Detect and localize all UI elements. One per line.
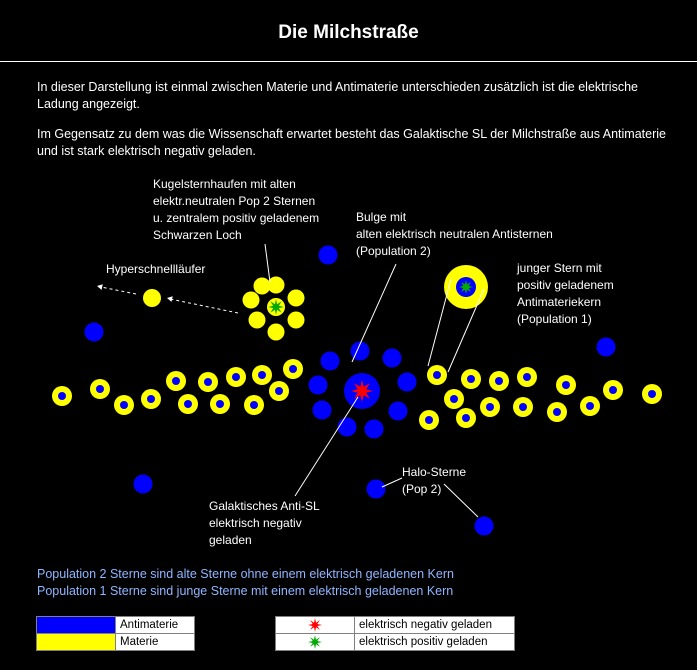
intro-paragraph-1: In dieser Darstellung ist einmal zwischen Materie und Antimaterie unterschieden zusätzlich ist die elektrische Ladung angezeigt.: [37, 80, 638, 111]
halo-stars-label: Halo-Sterne (Pop 2): [402, 465, 467, 496]
green-star-icon: [268, 299, 284, 315]
bulge-antistar: [389, 402, 408, 421]
labels-layer: [106, 177, 614, 547]
legend-positive: [275, 633, 515, 651]
matter-star: [52, 386, 72, 406]
halo-pointer-1: [382, 478, 402, 487]
halo-pointer-2: [444, 484, 478, 517]
matter-star: [642, 384, 662, 404]
matter-star: [226, 367, 246, 387]
globular-cluster: [243, 277, 305, 341]
hypervelocity-star: [143, 289, 161, 307]
matter-star: [178, 394, 198, 414]
anti-black-hole-label: Galaktisches Anti-SL elektrisch negativ geladen: [209, 499, 320, 547]
legend-antimatter: [36, 616, 195, 634]
halo-antistar: [319, 246, 338, 265]
bulge-antistar: [398, 373, 417, 392]
population-1-note: Population 1 Sterne sind junge Sterne mit einem elektrisch geladenen Kern: [37, 584, 454, 598]
legend-matter: [36, 633, 195, 651]
young-star-pointer-1: [428, 279, 451, 366]
matter-star: [580, 396, 600, 416]
matter-swatch: [37, 634, 115, 650]
matter-star: [517, 367, 537, 387]
globular-cluster-label: Kugelsternhaufen mit alten elektr.neutralen Pop 2 Sternen u. zentralem positiv geladenem Schwarzen Loch: [153, 177, 320, 242]
matter-star: [456, 408, 476, 428]
matter-star: [419, 410, 439, 430]
bulge-antistar: [313, 401, 332, 420]
intro-paragraph-2: Im Gegensatz zu dem was die Wissenschaft erwartet besteht das Galaktische SL der Milchstraße aus Antimaterie und ist stark elektrisch negativ geladen.: [37, 127, 666, 158]
negative-charge-cell: [276, 617, 354, 633]
hypervelocity-label: Hyperschnellläufer: [106, 262, 206, 276]
bulge-label: Bulge mit alten elektrisch neutralen Antisternen (Population 2): [356, 210, 553, 258]
galactic-anti-black-hole: [344, 373, 380, 409]
antimatter-swatch: [37, 617, 115, 633]
matter-star: [269, 381, 289, 401]
matter-star: [198, 372, 218, 392]
young-star: [444, 265, 488, 309]
halo-antistar: [475, 517, 494, 536]
halo-antistar: [597, 338, 616, 357]
legend-antimatter-label: Antimaterie: [115, 617, 194, 633]
matter-star: [547, 402, 567, 422]
bulge-antistar: [383, 349, 402, 368]
legend-negative: [275, 616, 515, 634]
matter-star: [252, 365, 272, 385]
matter-star: [444, 389, 464, 409]
matter-star: [90, 379, 110, 399]
green-star-icon: [276, 634, 354, 650]
legend-positive-label: elektrisch positiv geladen: [354, 634, 514, 650]
matter-star: [489, 371, 509, 391]
bulge-antistar: [338, 418, 357, 437]
positive-charge-cell: [276, 634, 354, 650]
arrow-head-icon: [97, 284, 103, 290]
arrow-head-icon: [167, 296, 173, 302]
globular-cluster-pointer: [265, 244, 270, 282]
bulge-antistar: [365, 420, 384, 439]
matter-star: [427, 365, 447, 385]
halo-antistar: [367, 480, 386, 499]
population-2-note: Population 2 Sterne sind alte Sterne ohne einem elektrisch geladenen Kern: [37, 567, 454, 581]
matter-star: [513, 397, 533, 417]
matter-star: [141, 389, 161, 409]
matter-star: [556, 375, 576, 395]
matter-star: [480, 397, 500, 417]
legend-negative-label: elektrisch negativ geladen: [354, 617, 514, 633]
matter-star: [603, 380, 623, 400]
young-star-label: junger Stern mit positiv geladenem Antimateriekern (Population 1): [517, 261, 614, 326]
hypervelocity-trail-2: [170, 299, 238, 313]
matter-star: [114, 395, 134, 415]
matter-star: [244, 395, 264, 415]
bulge-pointer: [352, 264, 396, 362]
matter-star: [461, 369, 481, 389]
bulge-antistar: [309, 376, 328, 395]
matter-star: [166, 371, 186, 391]
bulge-antistar: [321, 352, 340, 371]
page-title: Die Milchstraße: [278, 22, 419, 43]
red-star-icon: [276, 617, 354, 633]
legend-matter-label: Materie: [115, 634, 194, 650]
matter-star: [210, 394, 230, 414]
hypervelocity-trail-1: [101, 287, 136, 294]
halo-antistar: [85, 323, 104, 342]
matter-star: [283, 359, 303, 379]
halo-antistar: [134, 475, 153, 494]
